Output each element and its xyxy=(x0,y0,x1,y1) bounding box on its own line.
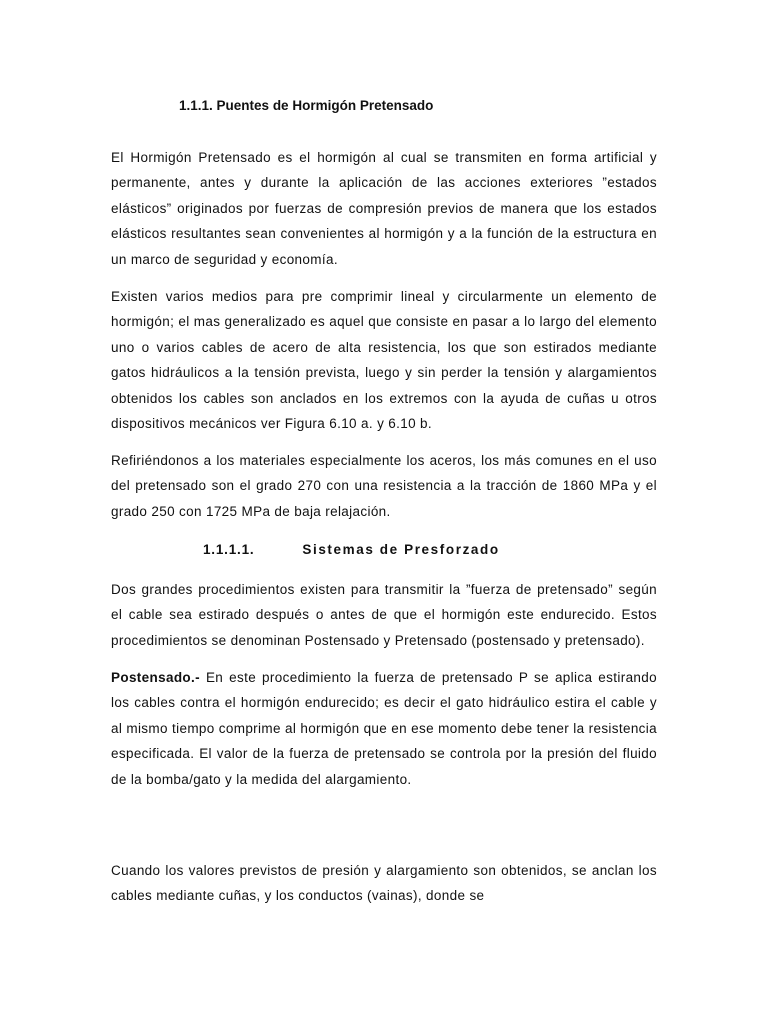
section-heading-1-1-1-1 xyxy=(203,541,500,559)
section-heading-1-1-1 xyxy=(179,97,433,115)
section-number: 1.1.1.1. xyxy=(203,542,255,557)
paragraph-body: En este procedimiento la fuerza de pretensado P se aplica estirando los cables contra el hormigón endurecido; es decir el gato hidráulico estira el cable y al mismo tiempo comprime al hormigón que en ese momento debe tener la resistencia especificada. El valor de la fuerza de pretensado se controla por la presión del fluido de la bomba/gato y la medida del alargamiento. xyxy=(111,670,657,787)
section-number: 1.1.1. xyxy=(179,98,213,113)
paragraph-materials: Refiriéndonos a los materiales especialmente los aceros, los más comunes en el uso del pretensado son el grado 270 con una resistencia a la tracción de 1860 MPa y el grado 250 con 1725 MPa de baja relajación. xyxy=(111,453,657,519)
paragraph-postensado xyxy=(111,665,657,792)
section-title: Sistemas de Presforzado xyxy=(302,542,500,557)
paragraph-methods: Existen varios medios para pre comprimir lineal y circularmente un elemento de hormigón; el mas generalizado es aquel que consiste en pasar a lo largo del elemento uno o varios cables de acero de alta resistencia, los que son estirados mediante gatos hidráulicos a la tensión prevista, luego y sin perder la tensión y alargamientos obtenidos los cables son anclados en los extremos con la ayuda de cuñas u otros dispositivos mecánicos ver Figura 6.10 a. y 6.10 b. xyxy=(111,289,657,432)
paragraph-anchoring: Cuando los valores previstos de presión y alargamiento son obtenidos, se anclan los cables mediante cuñas, y los conductos (vainas), donde se xyxy=(111,863,657,904)
section-title: Puentes de Hormigón Pretensado xyxy=(216,98,434,113)
paragraph-definition: El Hormigón Pretensado es el hormigón al cual se transmiten en forma artificial y permanente, antes y durante la aplicación de las acciones exteriores ”estados elásticos” originados por fuerzas de compresión previos de manera que los estados elásticos resultantes sean convenientes al hormigón y a la función de la estructura en un marco de seguridad y economía. xyxy=(111,150,657,267)
paragraph-procedures: Dos grandes procedimientos existen para transmitir la ”fuerza de pretensado” según el cable sea estirado después o antes de que el hormigón este endurecido. Estos procedimientos se denominan Postensado y Pretensado (postensado y pretensado). xyxy=(111,582,657,648)
paragraph-lead-term: Postensado.- xyxy=(111,670,200,685)
